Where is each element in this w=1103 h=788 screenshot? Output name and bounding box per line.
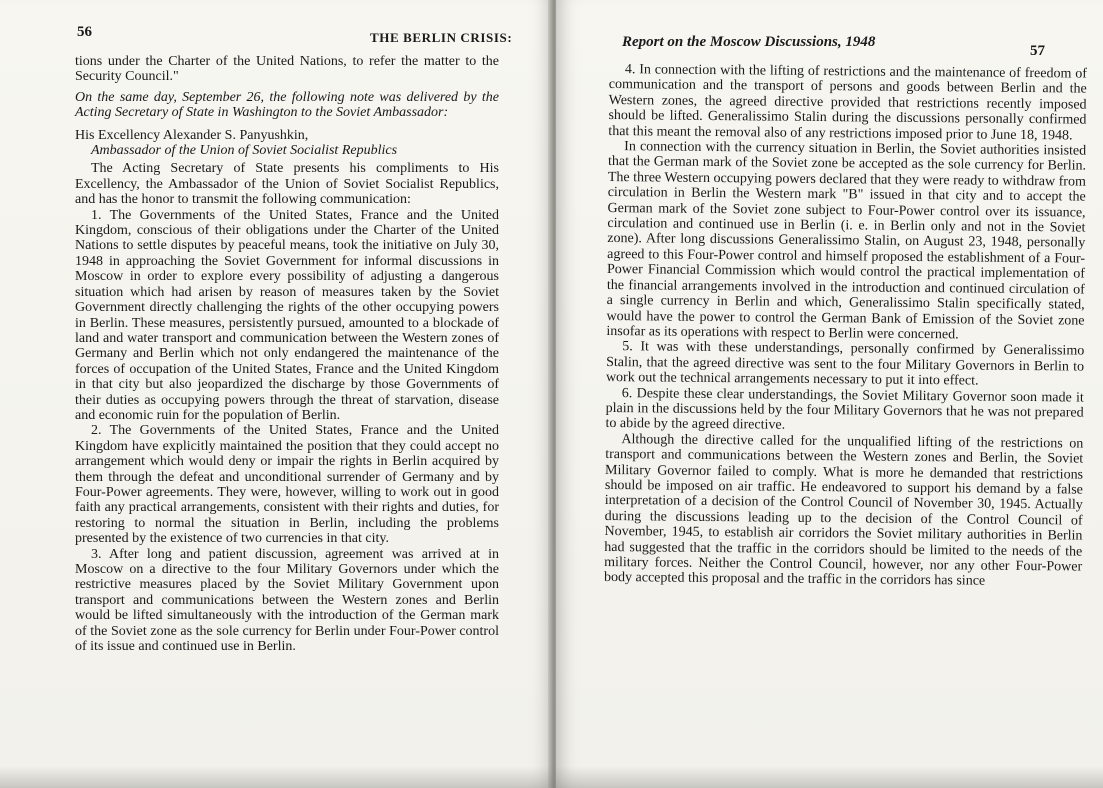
paragraph: tions under the Charter of the United Nations, to refer the matter to the Security Council." <box>75 54 499 85</box>
right-text-column <box>604 62 1087 590</box>
left-text-column <box>75 54 499 654</box>
paragraph: 3. After long and patient discussion, agreement was arrived at in Moscow on a directive to the four Military Governors under which the restrictive measures placed by the Soviet Military Government upon transport and communications between the Western zones and Berlin would be lifted simultaneously with the introduction of the German mark of the Soviet zone as the sole currency for Berlin under Four-Power control of its issue and continued use in Berlin. <box>75 546 499 655</box>
scan-shadow <box>0 766 1103 788</box>
italic-intro: On the same day, September 26, the following note was delivered by the Acting Secretary of State in Washington to the Soviet Ambassador: <box>75 89 499 121</box>
paragraph: 6. Despite these clear understandings, the Soviet Military Governor soon made it plain in the discussions held by the four Military Governors that he was not prepared to abide by the agreed directive. <box>605 385 1084 434</box>
addressee-name: His Excellency Alexander S. Panyushkin, <box>75 127 309 143</box>
left-page-number: 56 <box>77 24 92 40</box>
left-running-head: THE BERLIN CRISIS: <box>370 30 513 45</box>
paragraph: In connection with the currency situation in Berlin, the Soviet authorities insisted that the German mark of the Soviet zone be accepted as the sole currency for Berlin. The three Western occupying powers declared that they were ready to withdraw from circulation in Berlin the Western mark "B" issued in that city and to accept the German mark of the Soviet zone subject to Four-Power control over its issuance, circulation and continued use in Berlin (i. e. in Berlin only and not in the Soviet zone). After long discussions Generalissimo Stalin, on August 23, 1948, personally agreed to this Four-Power control and himself proposed the establishment of a Four-Power Financial Commission which would control the practical implementation of the financial arrangements involved in the introduction and continued circulation of a single currency in Berlin and which, Generalissimo Stalin specifically stated, would have the power to control the German Bank of Emission of the Soviet zone insofar as its operations with respect to Berlin were concerned. <box>606 139 1087 343</box>
paragraph: 1. The Governments of the United States, France and the United Kingdom, conscious of their obligations under the Charter of the United Nations to settle disputes by peaceful means, took the initiative on July 30, 1948 in approaching the Soviet Government for informal discussions in Moscow in order to explore every possibility of adjusting a dangerous situation which had arisen by reason of measures taken by the Soviet Government directly challenging the rights of the other occupying powers in Berlin. These measures, persistently pursued, amounted to a blockade of land and water transport and communication between the Western zones of Germany and Berlin which not only endangered the maintenance of the forces of occupation of the United States, France and the United Kingdom in that city but also jeopardized the discharge by those Governments of their duties as occupying powers through the threat of starvation, disease and economic ruin for the population of Berlin. <box>75 207 499 423</box>
paragraph: The Acting Secretary of State presents his compliments to His Excellency, the Ambassador of the Union of Soviet Socialist Republics, and has the honor to transmit the following communication: <box>75 161 499 208</box>
right-page-number: 57 <box>1030 43 1045 59</box>
right-page <box>556 0 1103 788</box>
paragraph: 4. In connection with the lifting of restrictions and the maintenance of freedom of communication and the transport of persons and goods between Berlin and the Western zones, the agreed directive provided that restrictions recently imposed should be lifted. Generalissimo Stalin during the discussions personally confirmed that this meant the removal also of any restrictions imposed prior to June 18, 1948. <box>608 62 1087 144</box>
paragraph: Although the directive called for the unqualified lifting of the restrictions on transport and communications between the Western zones and Berlin, the Soviet Military Governor failed to comply. What is more he demanded that restrictions should be imposed on air traffic. He endeavored to support his demand by a false interpretation of a decision of the Control Council of November 30, 1945. Actually during the discussions leading up to the decision of the Control Council of November, 1945, to establish air corridors the Soviet military authorities in Berlin had suggested that the traffic in the corridors should be limited to the needs of the military forces. Neither the Control Council, however, nor any other Four-Power body accepted this proposal and the traffic in the corridors has since <box>603 431 1084 590</box>
addressee-title: Ambassador of the Union of Soviet Socialist Republics <box>91 143 398 159</box>
paragraph: 2. The Governments of the United States, France and the United Kingdom have explicitly maintained the position that they could accept no arrangement which would deny or impair the rights in Berlin acquired by them through the defeat and unconditional surrender of Germany and by Four-Power agreements. They were, however, willing to work out in good faith any practical arrangements, consistent with their rights and duties, for restoring to normal the situation in Berlin, including the problems presented by the existence of two currencies in that city. <box>75 423 499 547</box>
paragraph: 5. It was with these understandings, personally confirmed by Generalissimo Stalin, that the agreed directive was sent to the four Military Governors in Berlin to work out the technical arrangements necessary to put it into effect. <box>605 339 1085 389</box>
right-running-head: Report on the Moscow Discussions, 1948 <box>622 34 876 50</box>
